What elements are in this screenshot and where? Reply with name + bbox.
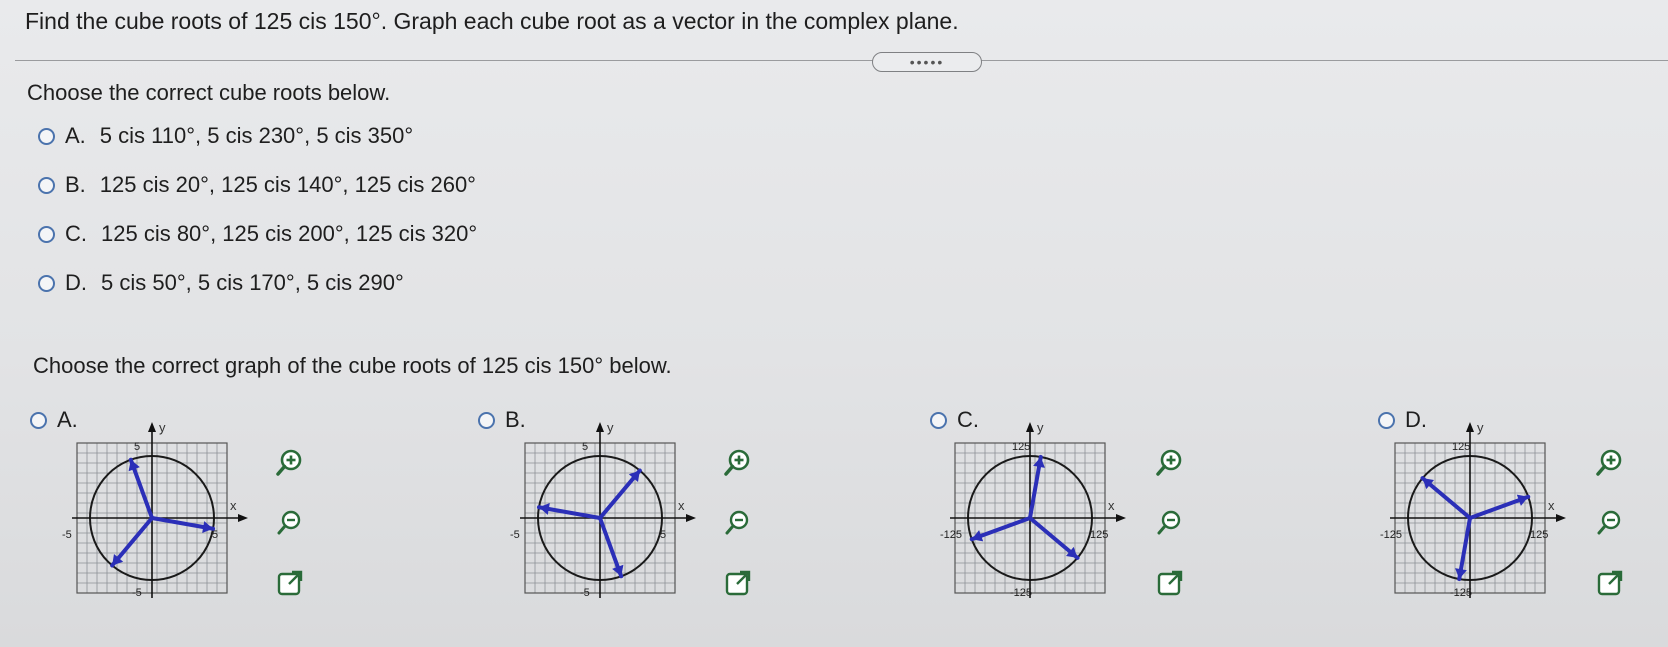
choice-letter: C. — [957, 407, 979, 432]
question-text: Find the cube roots of 125 cis 150°. Graph each cube root as a vector in the complex plane. — [25, 8, 959, 34]
expand-button[interactable]: ••••• — [872, 52, 982, 72]
tick-label-neg-x: -5 — [62, 529, 72, 541]
choice-d[interactable] — [38, 270, 404, 296]
graph-c — [940, 420, 1140, 623]
radio-d[interactable] — [38, 275, 55, 292]
tick-label-x: 5 — [660, 529, 667, 541]
tick-label-y: 125 — [1012, 441, 1031, 453]
radio-graph-d[interactable] — [1378, 412, 1395, 429]
tick-label-y: 5 — [582, 441, 589, 453]
radio-graph-a[interactable] — [30, 412, 47, 429]
y-axis-arrow — [1026, 422, 1034, 432]
choice-letter: A. — [57, 407, 78, 432]
graph-d — [1380, 420, 1580, 623]
tick-label-neg-y: -5 — [580, 587, 590, 599]
choice-text: 5 cis 50°, 5 cis 170°, 5 cis 290° — [101, 270, 404, 295]
graph-choice-d[interactable] — [1378, 407, 1427, 433]
choice-letter: D. — [65, 270, 87, 295]
radio-a[interactable] — [38, 128, 55, 145]
graph-choice-a[interactable] — [30, 407, 78, 433]
y-axis-label: y — [607, 420, 614, 435]
tick-label-neg-x: -125 — [1380, 529, 1403, 541]
radio-c[interactable] — [38, 226, 55, 243]
tick-label-x: 5 — [212, 529, 219, 541]
zoom-in-icon[interactable] — [1595, 448, 1625, 478]
tick-label-x: 125 — [1530, 529, 1549, 541]
choice-a[interactable] — [38, 123, 413, 149]
x-axis-arrow — [1556, 514, 1566, 522]
choice-letter: A. — [65, 123, 86, 148]
zoom-in-icon[interactable] — [723, 448, 753, 478]
y-axis-label: y — [1037, 420, 1044, 435]
radio-graph-c[interactable] — [930, 412, 947, 429]
zoom-in-icon[interactable] — [1155, 448, 1185, 478]
expand-icon[interactable] — [275, 568, 305, 598]
choice-c[interactable] — [38, 221, 477, 247]
y-axis-arrow — [596, 422, 604, 432]
graph-prompt: Choose the correct graph of the cube roots of 125 cis 150° below. — [33, 353, 672, 378]
graph-choice-c[interactable] — [930, 407, 979, 433]
zoom-in-icon[interactable] — [275, 448, 305, 478]
choice-letter: B. — [505, 407, 526, 432]
x-axis-arrow — [686, 514, 696, 522]
tick-label-neg-y: -5 — [132, 587, 142, 599]
tick-label-neg-y: -125 — [1450, 587, 1473, 599]
choice-letter: C. — [65, 221, 87, 246]
zoom-out-icon[interactable] — [723, 508, 753, 538]
y-axis-label: y — [159, 420, 166, 435]
y-axis-label: y — [1477, 420, 1484, 435]
radio-b[interactable] — [38, 177, 55, 194]
x-axis-label: x — [230, 498, 237, 513]
choice-text: 125 cis 80°, 125 cis 200°, 125 cis 320° — [101, 221, 478, 246]
tick-label-neg-x: -125 — [940, 529, 963, 541]
expand-icon[interactable] — [723, 568, 753, 598]
choice-b[interactable] — [38, 172, 476, 198]
divider — [15, 60, 1668, 61]
y-axis-arrow — [1466, 422, 1474, 432]
choice-text: 125 cis 20°, 125 cis 140°, 125 cis 260° — [99, 172, 476, 197]
tick-label-neg-x: -5 — [510, 529, 520, 541]
x-axis-label: x — [678, 498, 685, 513]
choice-letter: B. — [65, 172, 86, 197]
x-axis-arrow — [238, 514, 248, 522]
expand-icon[interactable] — [1155, 568, 1185, 598]
zoom-out-icon[interactable] — [1155, 508, 1185, 538]
choice-letter: D. — [1405, 407, 1427, 432]
x-axis-label: x — [1548, 498, 1555, 513]
tick-label-neg-y: -125 — [1010, 587, 1033, 599]
tick-label-y: 5 — [134, 441, 141, 453]
tick-label-x: 125 — [1090, 529, 1109, 541]
x-axis-label: x — [1108, 498, 1115, 513]
graph-choice-b[interactable] — [478, 407, 526, 433]
x-axis-arrow — [1116, 514, 1126, 522]
choice-text: 5 cis 110°, 5 cis 230°, 5 cis 350° — [99, 123, 414, 148]
y-axis-arrow — [148, 422, 156, 432]
cube-roots-prompt: Choose the correct cube roots below. — [27, 80, 391, 105]
radio-graph-b[interactable] — [478, 412, 495, 429]
graph-a — [62, 420, 262, 623]
zoom-out-icon[interactable] — [1595, 508, 1625, 538]
zoom-out-icon[interactable] — [275, 508, 305, 538]
expand-icon[interactable] — [1595, 568, 1625, 598]
graph-b — [510, 420, 710, 623]
tick-label-y: 125 — [1452, 441, 1471, 453]
